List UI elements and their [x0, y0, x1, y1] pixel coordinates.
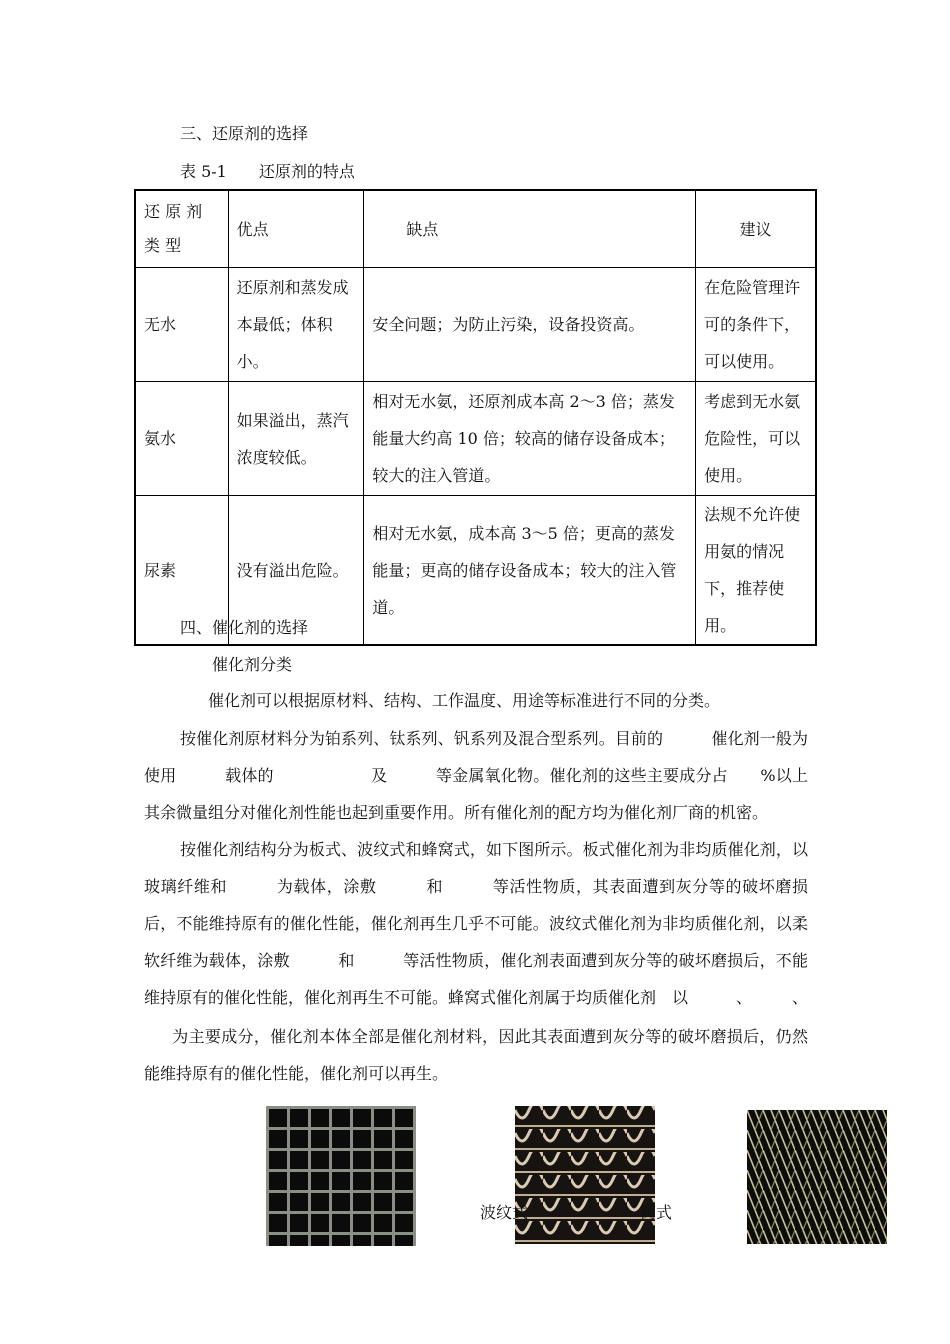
paragraph-honeycomb: 为主要成分，催化剂本体全部是催化剂材料，因此其表面遭到灰分等的破坏磨损后，仍然能维持原有的催化性能，催化剂可以再生。 [144, 1027, 808, 1083]
header-advantages: 优点 [228, 190, 364, 268]
cell-type: 氨水 [135, 382, 228, 496]
table-row [135, 382, 816, 496]
cell-advantage: 如果溢出，蒸汽浓度较低。 [228, 382, 364, 496]
cell-disadvantage: 相对无水氨，成本高 3～5 倍；更高的蒸发能量；更高的储存设备成本；较大的注入管道。 [364, 496, 696, 646]
cell-advantage: 还原剂和蒸发成本最低；体积小。 [228, 268, 364, 382]
paragraph-structure: 按催化剂结构分为板式、波纹式和蜂窝式，如下图所示。板式催化剂为非均质催化剂，以玻璃纤维和 为载体，涂敷 和 等活性物质，其表面遭到灰分等的破坏磨损后，不能维持原有的催化性能，催化剂再生几乎不可能。波纹式催化剂为非均质催化剂，以柔软纤维为载体，涂敷 和 等活性物质，催化剂表面遭到灰分等的破坏磨损后，不能维持原有的催化性能，催化剂再生不可能。蜂窝式催化剂属于均质催化剂 以 、 、 [144, 840, 809, 1007]
section-title-catalyst: 四、催化剂的选择 [180, 618, 309, 637]
cell-suggestion: 法规不允许使用氨的情况下，推荐使用。 [696, 496, 816, 646]
caption-corrugated: 波纹式 [480, 1203, 529, 1222]
cell-suggestion: 考虑到无水氨危险性，可以使用。 [696, 382, 816, 496]
cell-advantage: 没有溢出危险。 [228, 496, 364, 646]
plate-catalyst-image [266, 1106, 416, 1246]
cell-type: 尿素 [135, 496, 228, 646]
cell-type: 无水 [135, 268, 228, 382]
header-disadvantages: 缺点 [364, 190, 696, 268]
table-header-row [135, 190, 816, 268]
cell-disadvantage: 安全问题；为防止污染，设备投资高。 [364, 268, 696, 382]
cell-suggestion: 在危险管理许可的条件下，可以使用。 [696, 268, 816, 382]
section-title-reductant: 三、还原剂的选择 [180, 124, 309, 143]
paragraph-classification: 催化剂可以根据原材料、结构、工作温度、用途等标准进行不同的分类。 [208, 691, 721, 710]
honeycomb-catalyst-image [747, 1110, 887, 1244]
caption-honeycomb: 窝式 [640, 1203, 673, 1222]
header-type: 还 原 剂 类 型 [135, 190, 228, 268]
reductant-table [134, 189, 817, 646]
corrugated-catalyst-image [515, 1106, 655, 1244]
cell-disadvantage: 相对无水氨，还原剂成本高 2～3 倍；蒸发能量大约高 10 倍；较高的储存设备成本；较大的注入管道。 [364, 382, 696, 496]
subsection-title: 催化剂分类 [212, 655, 293, 674]
table-caption: 表 5-1 还原剂的特点 [180, 162, 355, 181]
paragraph-materials: 按催化剂原材料分为铂系列、钛系列、钒系列及混合型系列。目前的 催化剂一般为使用 载体的 及 等金属氧化物。催化剂的这些主要成分占 %以上 其余微量组分对催化剂性能也起到重要作用。所有催化剂的配方均为催化剂厂商的机密。 [144, 729, 825, 822]
header-suggestion: 建议 [696, 190, 816, 268]
table-row [135, 268, 816, 382]
